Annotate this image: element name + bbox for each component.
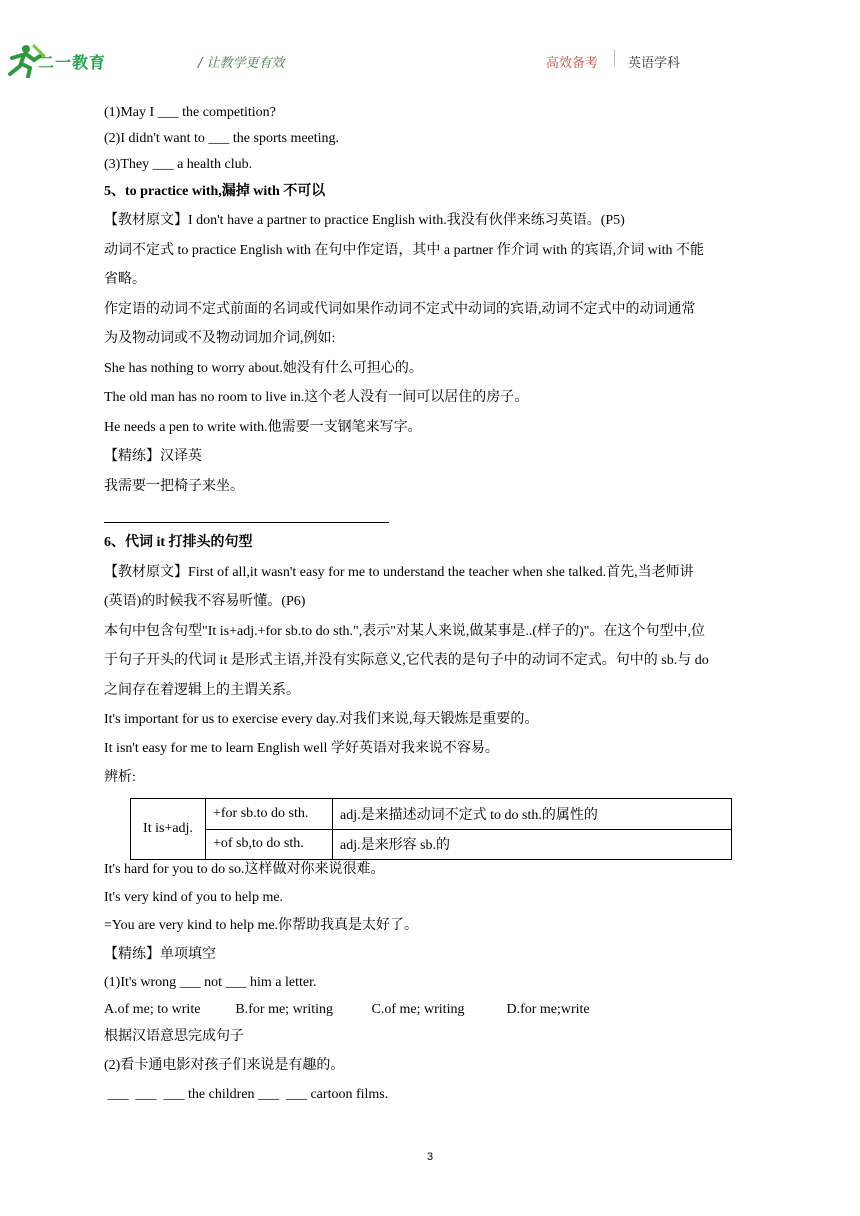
header-slogan: / 让教学更有效 <box>198 56 285 71</box>
text-line: 辨析: <box>104 770 136 785</box>
text-line: 动词不定式 to practice English with 在句中作定语，其中 a partner 作介词 with 的宾语,介词 with 不能 <box>104 243 704 258</box>
text-line: 之间存在着逻辑上的主谓关系。 <box>104 683 300 698</box>
text-line: She has nothing to worry about.她没有什么可担心的。 <box>104 361 423 376</box>
text-line: It's important for us to exercise every day.对我们来说,每天锻炼是重要的。 <box>104 712 539 727</box>
section-heading: 5、to practice with,漏掉 with 不可以 <box>104 184 326 199</box>
text-line: 作定语的动词不定式前面的名词或代词如果作动词不定式中动词的宾语,动词不定式中的动词通常 <box>104 302 696 317</box>
table-cell: +of sb,to do sth. <box>206 829 333 860</box>
text-line: 于句子开头的代词 it 是形式主语,并没有实际意义,它代表的是句子中的动词不定式。句中的 sb.与 do <box>104 653 709 668</box>
comparison-table <box>130 798 732 860</box>
text-line: It's hard for you to do so.这样做对你来说很难。 <box>104 862 385 877</box>
text-line: 【教材原文】I don't have a partner to practice English with.我没有伙伴来练习英语。(P5) <box>104 213 625 228</box>
text-line: 【教材原文】First of all,it wasn't easy for me to understand the teacher when she talked.首先,当老师讲 <box>104 565 694 580</box>
header-exam-label: 高效备考 <box>546 56 599 71</box>
page-header <box>0 0 860 95</box>
table-cell: +for sb.to do sth. <box>206 799 333 830</box>
table-head-cell: It is+adj. <box>131 799 206 860</box>
text-line: (2)I didn't want to ___ the sports meeting. <box>104 131 340 146</box>
text-line: (2)看卡通电影对孩子们来说是有趣的。 <box>104 1058 345 1073</box>
section-heading: 6、代词 it 打排头的句型 <box>104 535 253 550</box>
header-subject-label: 英语学科 <box>628 56 681 71</box>
text-line: It's very kind of you to help me. <box>104 890 284 905</box>
text-line: (3)They ___ a health club. <box>104 157 253 172</box>
text-line: (英语)的时候我不容易听懂。(P6) <box>104 594 306 609</box>
text-line: 我需要一把椅子来坐。 <box>104 479 244 494</box>
page-number: 3 <box>426 1151 434 1163</box>
text-line: It isn't easy for me to learn English well 学好英语对我来说不容易。 <box>104 741 499 756</box>
table-cell: adj.是来描述动词不定式 to do sth.的属性的 <box>333 799 732 830</box>
text-line: 根据汉语意思完成句子 <box>104 1029 244 1044</box>
table-cell: adj.是来形容 sb.的 <box>333 829 732 860</box>
text-line: The old man has no room to live in.这个老人没有一间可以居住的房子。 <box>104 390 529 405</box>
text-line: 【精练】单项填空 <box>104 947 216 962</box>
answer-blank-line <box>104 522 389 523</box>
text-line: (1)It's wrong ___ not ___ him a letter. <box>104 975 317 990</box>
text-line: =You are very kind to help me.你帮助我真是太好了。 <box>104 918 419 933</box>
logo-text: 二一教育 <box>38 53 107 72</box>
options-line: A.of me; to write B.for me; writing C.of me; writing D.for me;write <box>104 1002 590 1017</box>
text-line: (1)May I ___ the competition? <box>104 105 276 120</box>
text-line: 为及物动词或不及物动词加介词,例如: <box>104 331 336 346</box>
text-line: He needs a pen to write with.他需要一支钢笔来写字。 <box>104 420 422 435</box>
text-line: 省略。 <box>104 272 146 287</box>
table-row <box>131 829 732 860</box>
text-line: 本句中包含句型"It is+adj.+for sb.to do sth.",表示"对某人来说,做某事是..(样子的)"。在这个句型中,位 <box>104 624 705 639</box>
text-line: 【精练】汉译英 <box>104 449 202 464</box>
text-line: ___ ___ ___ the children ___ ___ cartoon films. <box>104 1087 389 1102</box>
table-row <box>131 799 732 830</box>
header-divider <box>614 50 615 66</box>
